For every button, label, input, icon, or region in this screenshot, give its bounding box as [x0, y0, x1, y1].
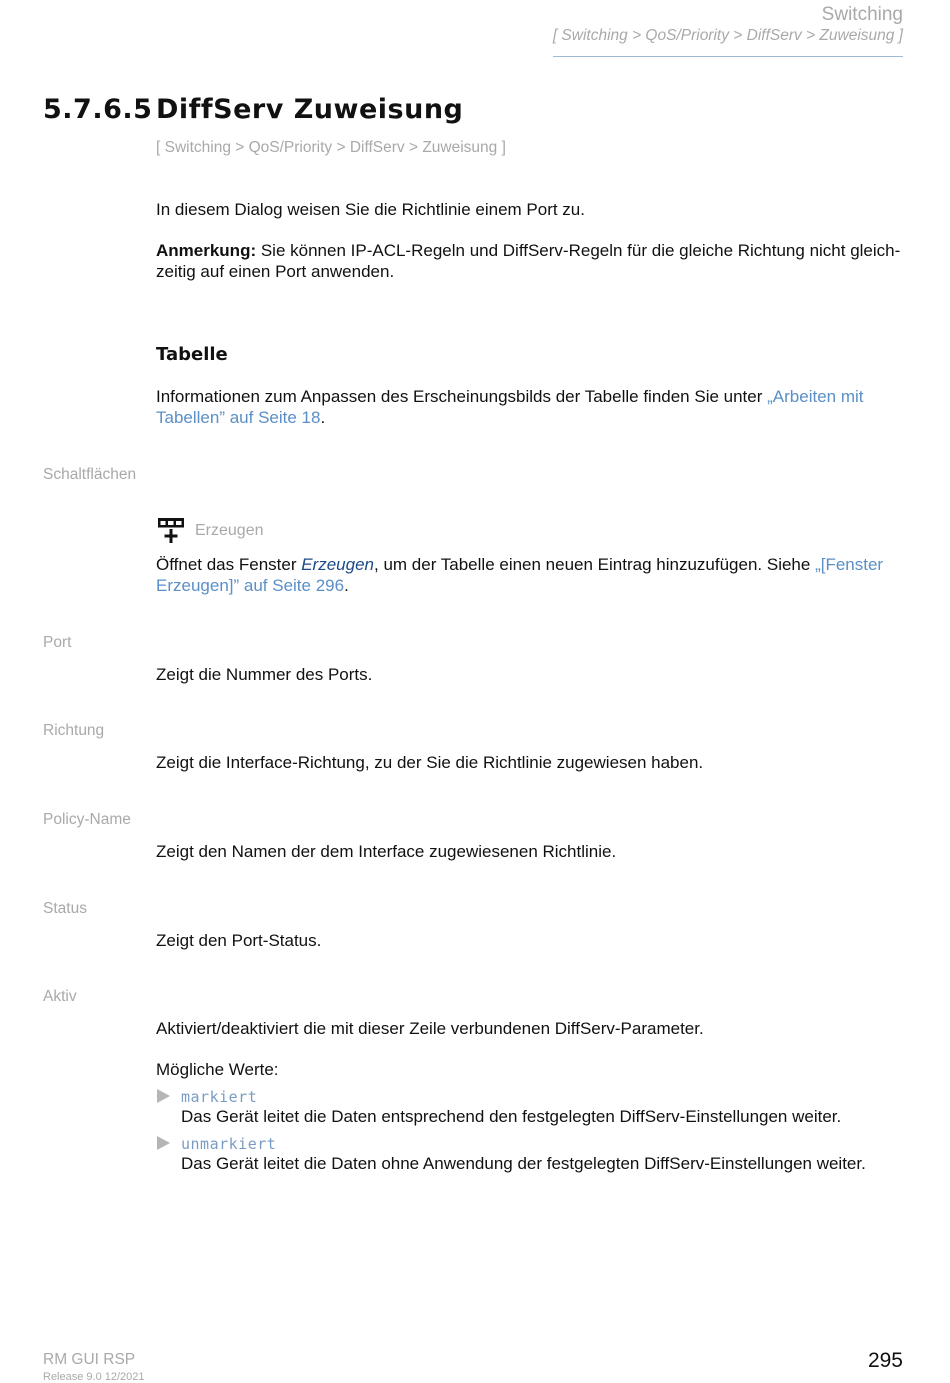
- table-heading: Tabelle: [156, 344, 228, 365]
- table-info-text: Informationen zum Anpassen des Erscheinungsbilds der Tabelle finden Sie unter: [156, 387, 768, 406]
- note-text-line1: Sie können IP-ACL-Regeln und DiffServ-Regeln für die gleiche Richtung nicht gleich-: [256, 241, 901, 260]
- page-number: 295: [867, 1349, 903, 1372]
- create-button[interactable]: [157, 516, 185, 544]
- value-desc-unmarked: Das Gerät leitet die Daten ohne Anwendung der festgelegten DiffServ-Einstellungen weiter.: [181, 1154, 866, 1173]
- note-label: Anmerkung:: [156, 241, 257, 260]
- create-desc-pre: Öffnet das Fenster: [156, 555, 302, 574]
- table-info-paragraph: [156, 386, 906, 428]
- field-label-port: Port: [43, 634, 72, 651]
- bullet-triangle-icon: [157, 1089, 170, 1103]
- page-title: DiffServ Zuweisung: [156, 94, 464, 125]
- field-label-active: Aktiv: [43, 988, 77, 1005]
- section-breadcrumb: [ Switching > QoS/Priority > DiffServ > Zuweisung ]: [156, 139, 506, 156]
- create-desc-end: .: [344, 576, 349, 595]
- field-label-status: Status: [43, 900, 87, 917]
- value-name-unmarked: unmarkiert: [181, 1135, 277, 1153]
- header-section-title: Switching: [821, 4, 903, 25]
- section-number: 5.7.6.5: [43, 94, 153, 125]
- field-desc-direction: Zeigt die Interface-Richtung, zu der Sie die Richtlinie zugewiesen haben.: [156, 753, 704, 772]
- bullet-triangle-icon: [157, 1136, 170, 1150]
- header-breadcrumb: [ Switching > QoS/Priority > DiffServ > Zuweisung ]: [552, 27, 903, 44]
- link-working-with-tables[interactable]: „Arbeiten mit: [767, 387, 864, 406]
- field-label-policy: Policy-Name: [43, 811, 131, 828]
- footer-release: Release 9.0 12/2021: [43, 1371, 145, 1383]
- footer-doc-name: RM GUI RSP: [43, 1351, 136, 1368]
- intro-text: In diesem Dialog weisen Sie die Richtlinie einem Port zu.: [156, 200, 585, 219]
- note-paragraph: [156, 240, 906, 282]
- field-desc-active: Aktiviert/deaktiviert die mit dieser Zeile verbundenen DiffServ-Parameter.: [156, 1019, 704, 1038]
- table-add-icon: [157, 516, 185, 544]
- value-name-marked: markiert: [181, 1088, 258, 1106]
- link-working-with-tables-page[interactable]: Tabellen” auf Seite 18: [156, 408, 321, 427]
- create-button-label[interactable]: Erzeugen: [195, 522, 264, 539]
- possible-values-label: Mögliche Werte:: [156, 1060, 279, 1079]
- link-create-window[interactable]: „[Fenster: [815, 555, 884, 574]
- value-desc-marked: Das Gerät leitet die Daten entsprechend den festgelegten DiffServ-Einstellungen weiter.: [181, 1107, 842, 1126]
- create-desc-mid: , um der Tabelle einen neuen Eintrag hinzuzufügen. Siehe: [374, 555, 816, 574]
- field-desc-port: Zeigt die Nummer des Ports.: [156, 665, 373, 684]
- header-divider: [553, 56, 903, 57]
- link-create-window-page[interactable]: Erzeugen]” auf Seite 296: [156, 576, 345, 595]
- field-desc-policy: Zeigt den Namen der dem Interface zugewiesenen Richtlinie.: [156, 842, 617, 861]
- create-window-name: Erzeugen: [301, 555, 374, 574]
- create-description: [156, 554, 906, 596]
- field-label-direction: Richtung: [43, 722, 105, 739]
- field-desc-status: Zeigt den Port-Status.: [156, 931, 322, 950]
- buttons-label: Schaltflächen: [43, 466, 137, 483]
- note-text-line2: zeitig auf einen Port anwenden.: [156, 262, 395, 281]
- table-info-end: .: [320, 408, 326, 427]
